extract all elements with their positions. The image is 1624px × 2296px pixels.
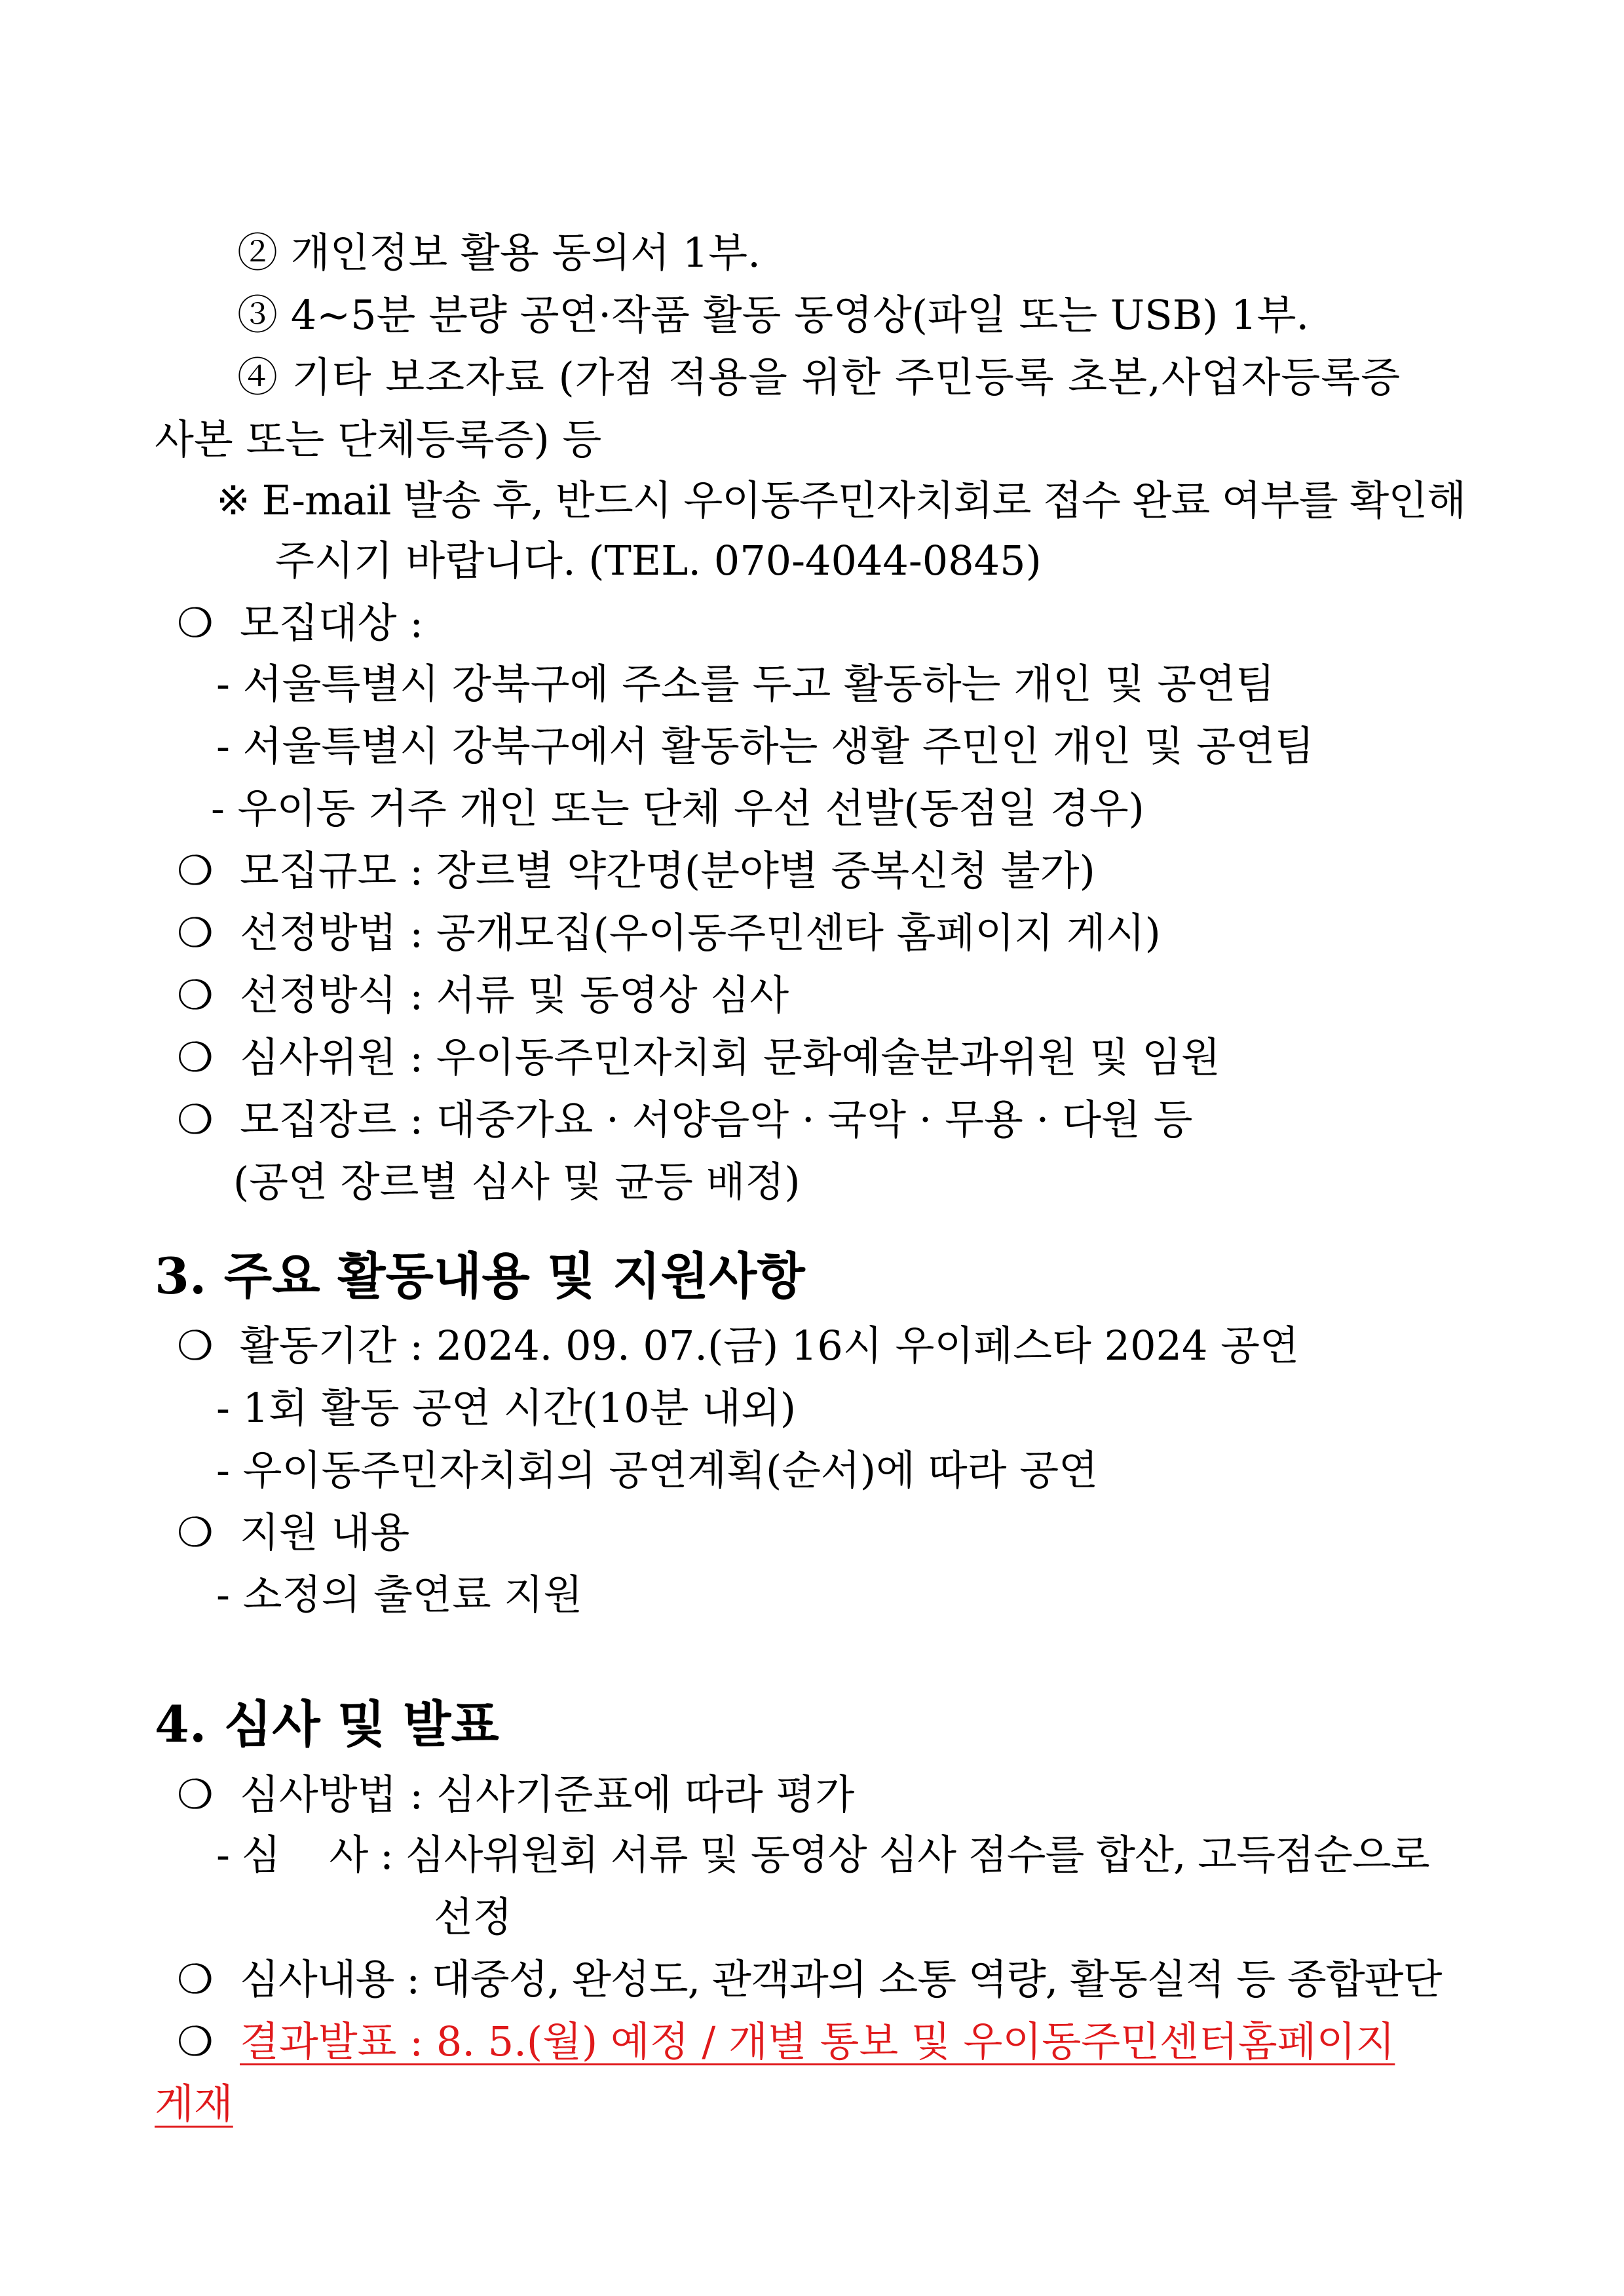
bullet-circle: ❍ [177,2018,214,2065]
bullet-circle: ❍ [177,1033,214,1081]
section-3-period-item-1: - 1회 활동 공연 시간(10분 내외) [216,1384,797,1432]
section-4-review-line-2: 선정 [434,1893,512,1941]
section-3-heading: 3. 주요 활동내용 및 지원사항 [155,1247,805,1305]
section-3-period-item-2: - 우이동주민자치회의 공연계획(순서)에 따라 공연 [216,1446,1098,1494]
section-4-method [177,1770,855,1818]
section-4-result-cont: 게재 [155,2080,233,2128]
bullet-circle: ❍ [177,1096,214,1143]
recruit-target-label: 모집대상 : [240,599,424,647]
section-3-period [177,1322,1299,1369]
notice-line-1: ※ E-mail 발송 후, 반드시 우이동주민자치회로 접수 완료 여부를 확인해 [216,476,1466,524]
section-4-content-text: 심사내용 : 대중성, 완성도, 관객과의 소통 역량, 활동실적 등 종합판단 [240,1955,1442,2003]
section-4-result-text: 결과발표 : 8. 5.(월) 예정 / 개별 통보 및 우이동주민센터홈페이지 [240,2018,1395,2065]
recruit-method-text: 선정방법 : 공개모집(우이동주민센타 홈페이지 게시) [240,909,1161,957]
item-video: ③ 4~5분 분량 공연·작품 활동 동영상(파일 또는 USB) 1부. [237,291,1310,339]
recruit-style [177,971,789,1019]
section-4-review-line-1: - 심 사 : 심사위원회 서류 및 동영상 심사 점수를 합산, 고득점순으로 [216,1831,1429,1879]
bullet-circle: ❍ [177,971,214,1019]
recruit-judges [177,1033,1220,1081]
item-consent: ② 개인정보 활용 동의서 1부. [237,229,761,277]
recruit-genre-text: 모집장르 : 대중가요 · 서양음악 · 국악 · 무용 · 다원 등 [240,1096,1193,1143]
recruit-scale-text: 모집규모 : 장르별 약간명(분야별 중복신청 불가) [240,847,1095,894]
recruit-target-item-2: - 서울특별시 강북구에서 활동하는 생활 주민인 개인 및 공연팀 [216,722,1314,770]
recruit-judges-text: 심사위원 : 우이동주민자치회 문화예술분과위원 및 임원 [240,1033,1220,1081]
recruit-genre [177,1096,1193,1143]
notice-line-2: 주시기 바랍니다. (TEL. 070-4044-0845) [275,537,1042,584]
bullet-circle: ❍ [177,1770,214,1818]
section-4-heading: 4. 심사 및 발표 [155,1695,499,1753]
bullet-circle: ❍ [177,847,214,894]
recruit-target [177,599,424,647]
recruit-style-text: 선정방식 : 서류 및 동영상 심사 [240,971,789,1019]
section-4-result [177,2018,1395,2065]
recruit-target-item-1: - 서울특별시 강북구에 주소를 두고 활동하는 개인 및 공연팀 [216,660,1275,708]
item-extra-docs-cont: 사본 또는 단체등록증) 등 [155,415,602,463]
section-3-support [177,1508,410,1556]
section-3-support-text: 지원 내용 [240,1508,410,1556]
section-3-support-item-1: - 소정의 출연료 지원 [216,1571,583,1618]
section-4-content [177,1955,1442,2003]
section-3-period-text: 활동기간 : 2024. 09. 07.(금) 16시 우이페스타 2024 공연 [240,1322,1299,1369]
bullet-circle: ❍ [177,1955,213,2003]
bullet-circle: ❍ [177,1322,214,1369]
bullet-circle: ❍ [177,1508,214,1556]
recruit-genre-note: (공연 장르별 심사 및 균등 배정) [233,1158,801,1206]
recruit-scale [177,847,1095,894]
bullet-circle: ❍ [177,909,214,957]
recruit-method [177,909,1161,957]
recruit-target-item-3: - 우이동 거주 개인 또는 단체 우선 선발(동점일 경우) [211,784,1144,832]
bullet-circle: ❍ [177,599,214,647]
section-4-method-text: 심사방법 : 심사기준표에 따라 평가 [240,1770,855,1818]
item-extra-docs: ④ 기타 보조자료 (가점 적용을 위한 주민등록 초본,사업자등록증 [237,353,1401,401]
